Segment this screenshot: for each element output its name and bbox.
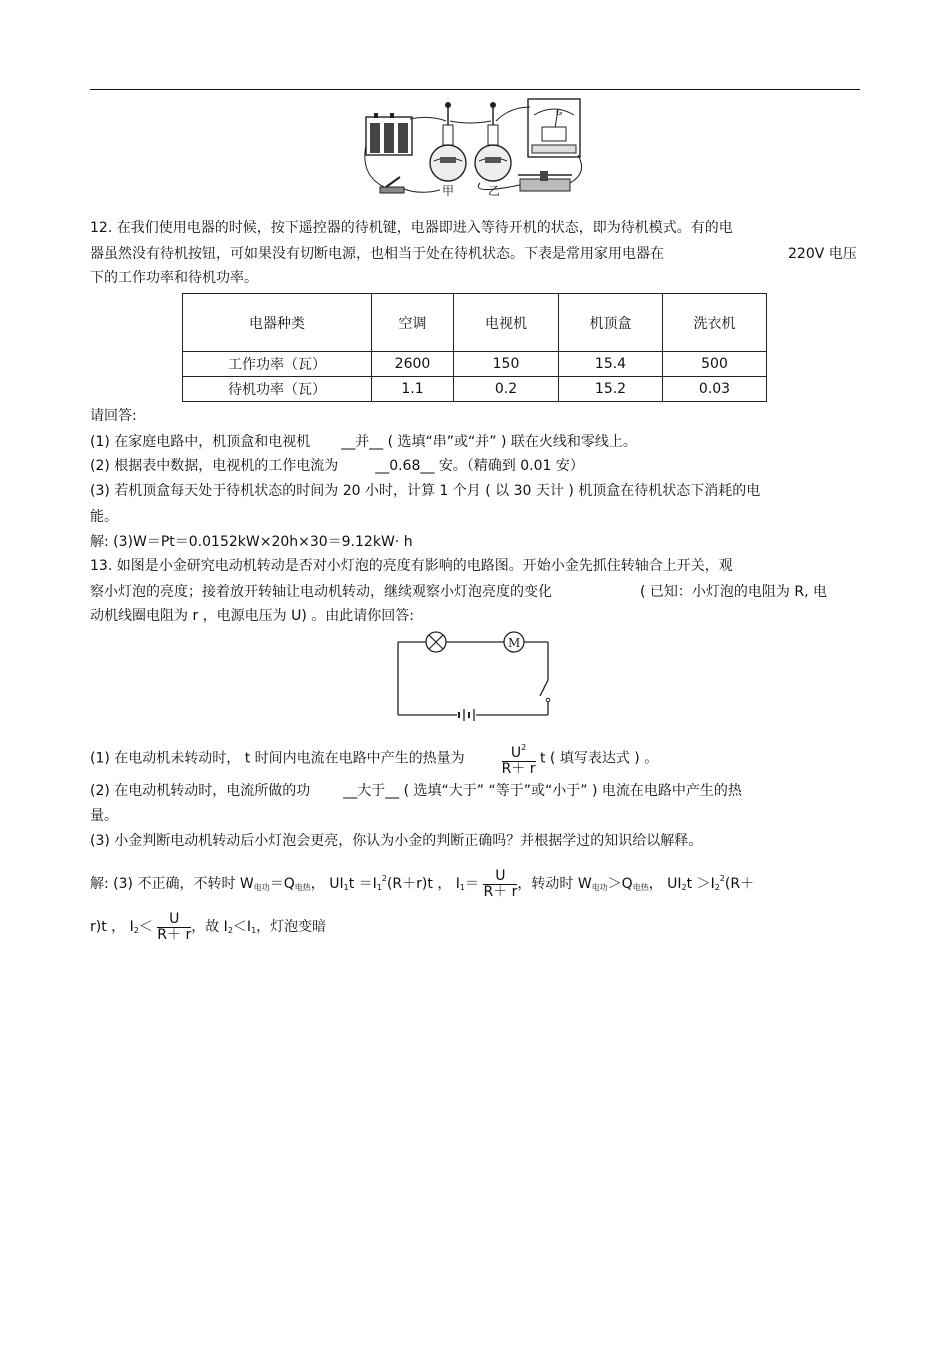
- table-row: [183, 377, 767, 402]
- q13-part1-sup: 2: [521, 743, 527, 752]
- table-cell: 0.03: [663, 377, 767, 402]
- q12-part1: [90, 433, 637, 451]
- q13-part2-pre: (2) 在电动机转动时，电流所做的功: [90, 783, 311, 799]
- q13-solution-line2: r)t ， $I_2<$ $\frac{U}{R+ r}$ ，故 $I_2<I_1$，灯泡变暗: [90, 910, 327, 943]
- q13-part2-post: ( 选填“大于” “等于”或“小于” ) 电流在电路中产生的热: [403, 783, 742, 799]
- circuit-diagram: [390, 630, 560, 725]
- q13-part1-fraction: [502, 740, 536, 777]
- q12-line1: 12. 在我们使用电器的时候，按下遥控器的待机键，电器即进入等待开机的状态，即为待机模式。有的电: [90, 220, 733, 236]
- table-cell: 待机功率（瓦）: [183, 377, 372, 402]
- q12-line3: 下的工作功率和待机功率。: [90, 270, 258, 286]
- q12-solution: 解: (3)W＝Pt＝0.0152kW×20h×30＝9.12kW· h: [90, 534, 413, 550]
- q13-part1-post: ( 填写表达式 ) 。: [549, 750, 659, 767]
- q13-part2: [90, 782, 742, 800]
- battery-icon: [459, 709, 474, 721]
- table-cell: 500: [663, 352, 767, 377]
- table-header-row: [183, 294, 767, 352]
- motor-icon: [504, 632, 524, 652]
- table-row: [183, 352, 767, 377]
- q12-part2-answer: __0.68__: [375, 458, 435, 474]
- label-jia: 甲: [442, 184, 455, 198]
- q13-part1-t: t: [539, 750, 546, 767]
- q13-part3: (3) 小金判断电动机转动后小灯泡会更亮，你认为小金的判断正确吗？并根据学过的知识给以解释。: [90, 833, 703, 849]
- power-table: [182, 293, 767, 402]
- table-cell: 15.2: [559, 377, 663, 402]
- table-cell: 0.2: [454, 377, 559, 402]
- q13-part1-pre: (1) 在电动机未转动时， t 时间内电流在电路中产生的热量为: [90, 750, 465, 767]
- q13-solution-line1: 解: (3) 不正确，不转时 $W_{电功}=Q_{电热}$， $UI_1t =I_1^2(R+r)t$ ， $I_1=$ $\frac{U}{R+ r}$ ，转动时 $W_{电功}>Q_{电热}$， $UI_2t >I_2^2(R+$: [90, 867, 755, 900]
- q13-part2-line2: 量。: [90, 808, 118, 824]
- switch-icon: [380, 177, 404, 193]
- q12-part1-pre: (1) 在家庭电路中，机顶盒和电视机: [90, 434, 311, 450]
- header-rule: [90, 89, 860, 90]
- q12-part2-post: 安。（精确到 0.01 安）: [438, 458, 584, 474]
- table-header-cell: 空调: [372, 294, 454, 352]
- table-cell: 150: [454, 352, 559, 377]
- q13-part1: [90, 740, 658, 776]
- q12-part3-line2: 能。: [90, 509, 118, 525]
- table-header-cell: 洗衣机: [663, 294, 767, 352]
- lamp-icon: [426, 632, 446, 652]
- q12-line2b: 220V 电压: [788, 246, 857, 262]
- table-cell: 2600: [372, 352, 454, 377]
- q13-line1: 13. 如图是小金研究电动机转动是否对小灯泡的亮度有影响的电路图。开始小金先抓住转轴合上开关，观: [90, 558, 733, 574]
- rheostat-icon: [518, 171, 572, 191]
- q12-part1-post: ( 选填“串”或“并” ) 联在火线和零线上。: [387, 434, 637, 450]
- q13-solution-fraction: $\frac{U}{R+ r}$: [483, 867, 518, 900]
- q12-part2: [90, 457, 584, 475]
- table-cell: 1.1: [372, 377, 454, 402]
- label-yi: 乙: [488, 184, 501, 198]
- q13-line2a: 察小灯泡的亮度；接着放开转轴让电动机转动，继续观察小灯泡亮度的变化: [90, 584, 552, 600]
- q13-part1-num: U: [510, 745, 522, 761]
- q12-part2-pre: (2) 根据表中数据，电视机的工作电流为: [90, 458, 339, 474]
- flask-jia-icon: [430, 102, 466, 181]
- battery-pack-icon: [366, 113, 412, 155]
- q13-line3: 动机线圈电阻为 r ，电源电压为 U) 。由此请你回答:: [90, 608, 414, 624]
- table-header-cell: 电器种类: [183, 294, 372, 352]
- motor-label: M: [508, 636, 521, 650]
- q12-prompt: 请回答:: [90, 408, 137, 424]
- table-cell: 工作功率（瓦）: [183, 352, 372, 377]
- q12-part3-line1: (3) 若机顶盒每天处于待机状态的时间为 20 小时，计算 1 个月 ( 以 30 天计 ) 机顶盒在待机状态下消耗的电: [90, 483, 761, 499]
- q12-line2a: 器虽然没有待机按钮，可如果没有切断电源，也相当于处在待机状态。下表是常用家用电器在: [90, 246, 664, 262]
- table-header-cell: 机顶盒: [559, 294, 663, 352]
- q13-part1-den: R＋ r: [501, 761, 536, 777]
- table-header-cell: 电视机: [454, 294, 559, 352]
- switch-icon: [540, 680, 550, 702]
- ammeter-icon: [528, 99, 580, 157]
- q13-line2b: ( 已知：小灯泡的电阻为 R, 电: [640, 584, 827, 600]
- q12-part1-answer: __并__: [341, 434, 384, 450]
- meter-label: G: [556, 108, 563, 117]
- table-cell: 15.4: [559, 352, 663, 377]
- apparatus-figure: [360, 95, 590, 205]
- q13-solution-fraction-2: $\frac{U}{R+ r}$: [157, 910, 192, 943]
- q13-part2-answer: __大于__: [343, 783, 400, 799]
